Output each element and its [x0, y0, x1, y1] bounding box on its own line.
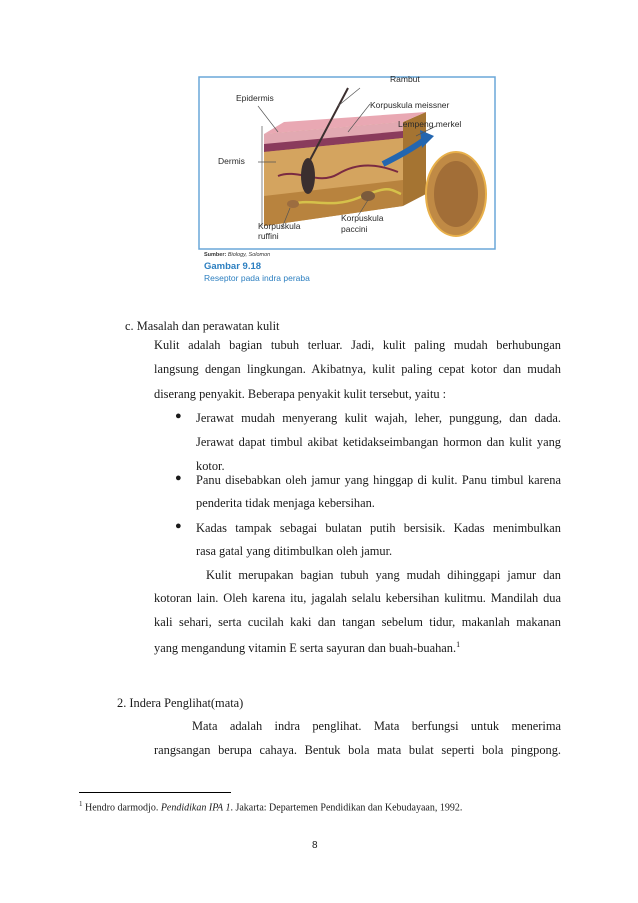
figure-caption-text: Reseptor pada indra peraba: [204, 273, 310, 283]
paragraph-line: langsung dengan lingkungan. Akibatnya, kulit paling cepat kotor dan mudah: [154, 362, 561, 376]
paragraph-line: Kulit merupakan bagian tubuh yang mudah dihinggapi jamur dan: [206, 568, 561, 582]
label-dermis: Dermis: [218, 156, 245, 166]
paragraph-line: Mata adalah indra penglihat. Mata berfungsi untuk menerima: [192, 719, 561, 733]
footnote-ref[interactable]: 1: [456, 640, 461, 649]
bullet-text: Kadas tampak sebagai bulatan putih bersisik. Kadas menimbulkan: [196, 521, 561, 535]
skin-receptor-figure: [198, 76, 496, 288]
bullet-dot: ●: [175, 410, 182, 422]
label-merkel: Lempeng merkel: [398, 119, 462, 129]
figure-caption-title: Gambar 9.18: [204, 261, 262, 272]
paragraph-line: rangsangan berupa cahaya. Bentuk bola mata bulat seperti bola pingpong.: [154, 743, 561, 757]
figure-source: Sumber: Biology, Solomon: [204, 252, 271, 258]
bullet-text: Jerawat dapat timbul akibat ketidakseimbangan hormon dan kulit yang: [196, 435, 561, 449]
bullet-text: Panu disebabkan oleh jamur yang hinggap di kulit. Panu timbul karena: [196, 473, 561, 487]
paragraph-line: yang mengandung vitamin E serta sayuran dan buah-buahan.$^1$: [154, 640, 461, 656]
footnote: $^1$ Hendro darmodjo. Pendidikan IPA 1. Jakarta: Departemen Pendidikan dan Kebudayaan, 1992.: [79, 800, 463, 814]
label-meissner: Korpuskula meissner: [370, 100, 450, 110]
label-paccini-1: Korpuskula: [341, 213, 384, 223]
label-ruffini-1: Korpuskula: [258, 221, 301, 231]
footnote-separator: [79, 792, 231, 793]
label-ruffini-2: ruffini: [258, 231, 279, 241]
paragraph-line: kotoran lain. Oleh karena itu, jagalah selalu kebersihan kulitmu. Mandilah dua: [154, 591, 561, 605]
label-rambut: Rambut: [390, 74, 420, 84]
page-number: 8: [312, 840, 318, 851]
bullet-dot: ●: [175, 472, 182, 484]
section-2-heading: 2. Indera Penglihat(mata): [117, 696, 244, 710]
section-c-heading: c. Masalah dan perawatan kulit: [125, 319, 280, 333]
bullet-text: penderita tidak menjaga kebersihan.: [196, 496, 375, 510]
bullet-text: Jerawat mudah menyerang kulit wajah, leher, punggung, dan dada.: [196, 411, 561, 425]
label-epidermis: Epidermis: [236, 93, 274, 103]
paragraph-line: kali sehari, serta cucilah kaki dan tangan sebelum tidur, makanlah makanan: [154, 615, 561, 629]
bullet-text: rasa gatal yang ditimbulkan oleh jamur.: [196, 544, 393, 558]
paragraph-line: Kulit adalah bagian tubuh terluar. Jadi, kulit paling mudah berhubungan: [154, 338, 561, 352]
paragraph-line: diserang penyakit. Beberapa penyakit kulit tersebut, yaitu :: [154, 387, 447, 401]
label-paccini-2: paccini: [341, 224, 368, 234]
bullet-dot: ●: [175, 520, 182, 532]
bullet-text: kotor.: [196, 459, 225, 473]
